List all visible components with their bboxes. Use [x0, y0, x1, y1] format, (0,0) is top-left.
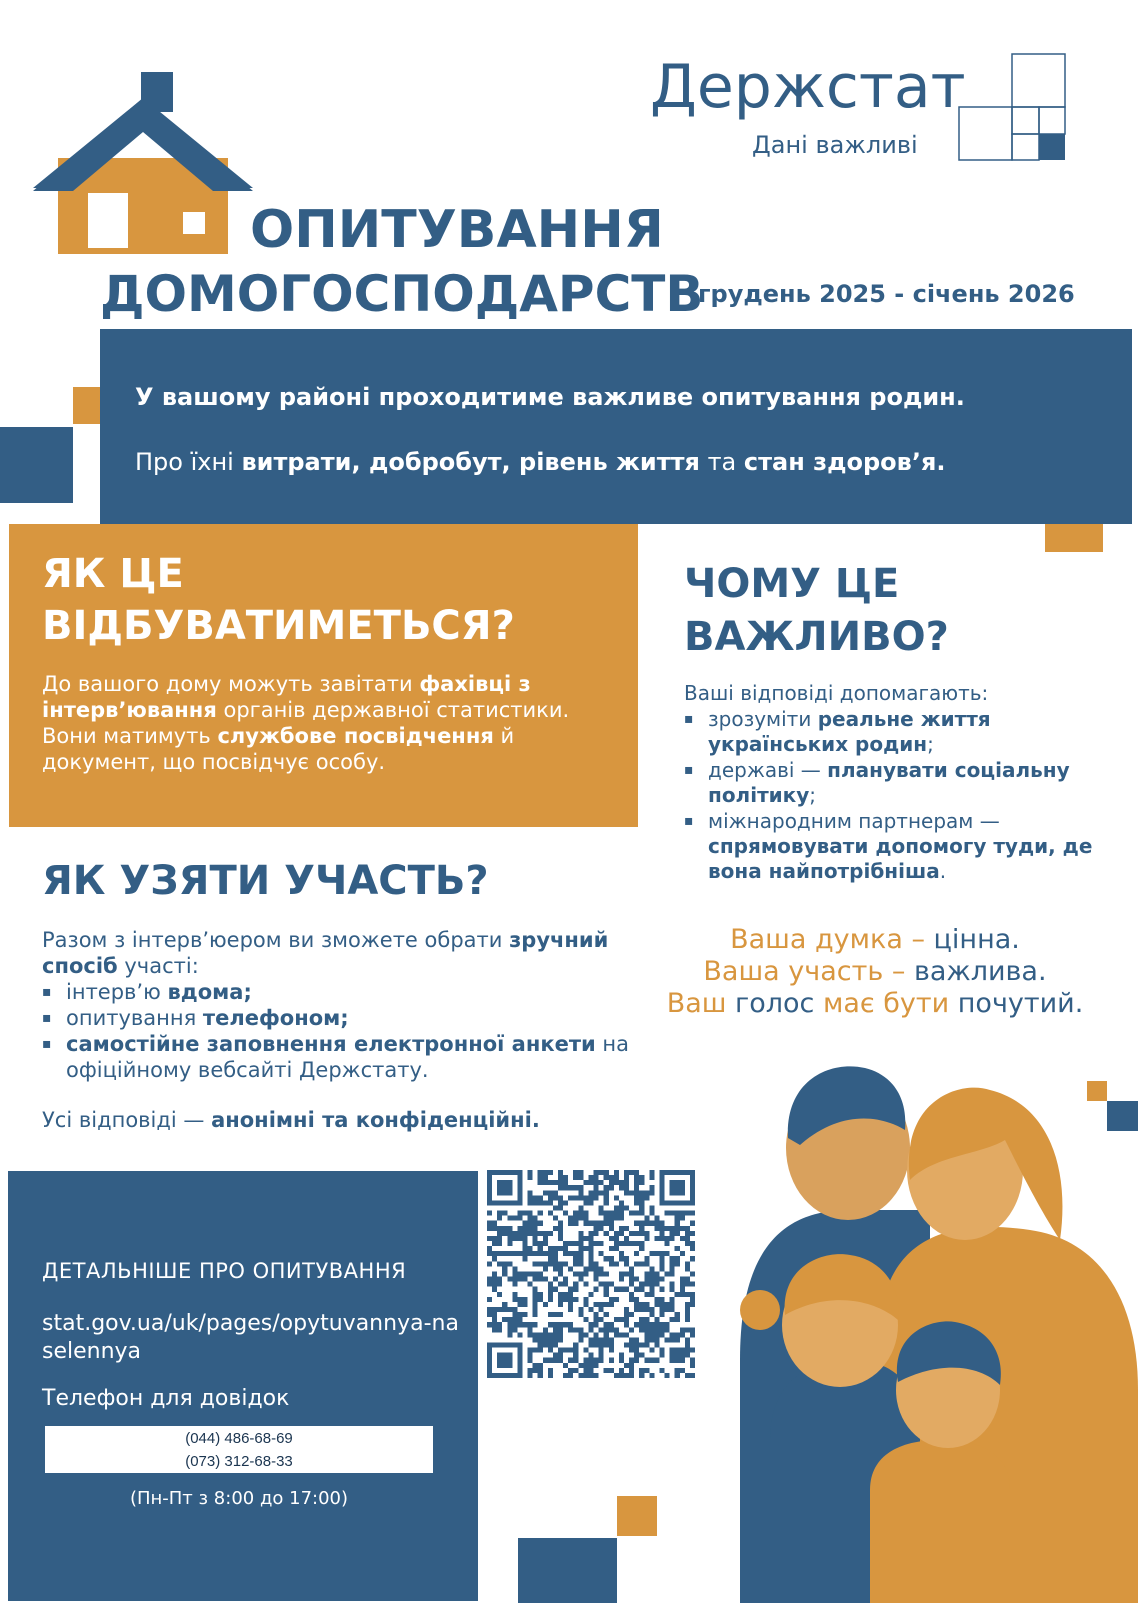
text: опитування [66, 1006, 203, 1030]
text: участі: [117, 954, 199, 978]
survey-period: грудень 2025 - січень 2026 [698, 280, 1075, 308]
working-hours: (Пн-Пт з 8:00 до 17:00) [129, 1488, 349, 1509]
text-bold: стан здоров’я. [743, 448, 946, 476]
phone-number-1[interactable]: (044) 486-68-69 [185, 1430, 293, 1447]
anonymity-note [42, 1108, 540, 1132]
deco-square [0, 427, 73, 503]
text-bold: фахівці з інтерв’ювання [42, 672, 531, 722]
text-bold: службове посвідчення [217, 724, 494, 748]
list-item [684, 758, 1114, 808]
text: Про їхні [135, 448, 242, 476]
why-intro: Ваші відповіді допомагають: [684, 681, 989, 705]
text-bold: спрямовувати допомогу туди, де вона найпотрібніша [708, 834, 1093, 883]
phone-label: Телефон для довідок [42, 1386, 290, 1411]
text: на офіційному вебсайті Держстату. [66, 1032, 630, 1082]
logo-tagline: Дані важливі [752, 131, 918, 159]
text-bold: самостійне заповнення електронної анкети [66, 1032, 596, 1056]
how-text [42, 671, 622, 775]
info-heading: ДЕТАЛЬНІШЕ ПРО ОПИТУВАННЯ [42, 1259, 407, 1283]
text: ; [927, 732, 934, 756]
text: До вашого дому можуть завітати [42, 672, 420, 696]
house-icon [33, 68, 253, 258]
banner-line1: У вашому районі проходитиме важливе опитування родин. [135, 383, 965, 411]
text: та [699, 448, 744, 476]
text: органів державної статистики. Вони матимуть [42, 698, 570, 748]
list-item [42, 979, 642, 1005]
heading-line: ЯК ЦЕ [42, 551, 184, 597]
participate-intro [42, 927, 642, 979]
survey-link[interactable]: stat.gov.ua/uk/pages/opytuvannya-naselennya [42, 1311, 459, 1364]
text: зрозуміти [708, 707, 818, 731]
list-item [42, 1005, 642, 1031]
text: важлива. [913, 956, 1047, 987]
text-bold: планувати соціальну політику [708, 758, 1070, 807]
text-bold: телефоном; [202, 1006, 349, 1030]
text: інтерв’ю [66, 980, 168, 1004]
text: Разом з інтерв’юером ви зможете обрати [42, 928, 510, 952]
text: почутий. [957, 988, 1084, 1019]
list-item [42, 1031, 642, 1083]
text: цінна. [933, 924, 1020, 955]
page-title-line1: ОПИТУВАННЯ [250, 200, 664, 260]
text: . [939, 859, 947, 883]
deco-square [518, 1538, 617, 1603]
why-heading [684, 558, 1104, 664]
text: має бути [822, 988, 958, 1019]
text: Ваша думка – [730, 924, 934, 955]
text: ; [809, 783, 817, 807]
text: голос [735, 988, 823, 1019]
phone-number-2[interactable]: (073) 312-68-33 [185, 1453, 293, 1470]
slogan-3 [640, 988, 1110, 1019]
text-bold: реальне життя українських родин [708, 707, 991, 756]
participate-heading: ЯК УЗЯТИ УЧАСТЬ? [42, 858, 489, 904]
text-bold: вдома; [167, 980, 252, 1004]
text: Усі відповіді — [42, 1108, 212, 1132]
deco-square [617, 1496, 657, 1536]
how-heading [42, 548, 622, 652]
heading-line: ВІДБУВАТИМЕТЬСЯ? [42, 603, 515, 649]
qr-code-icon[interactable] [487, 1170, 695, 1378]
text: Ваша участь – [703, 956, 914, 987]
page-title-line2: ДОМОГОСПОДАРСТВ [100, 265, 704, 323]
heading-line: ЧОМУ ЦЕ [684, 561, 900, 607]
list-item [684, 707, 1114, 757]
slogan-1 [640, 924, 1110, 955]
text-bold: анонімні та конфіденційні. [211, 1108, 540, 1132]
family-illustration [730, 1060, 1138, 1603]
text: Ваш [666, 988, 736, 1019]
participate-list [42, 979, 642, 1083]
text-bold: зручний спосіб [42, 928, 609, 978]
slogan-2 [640, 956, 1110, 987]
logo-grid-icon [958, 53, 1068, 163]
logo-name: Держстат [650, 52, 966, 122]
heading-line: ВАЖЛИВО? [684, 614, 949, 660]
list-item [684, 809, 1114, 884]
banner-line2 [135, 448, 945, 476]
why-list [684, 707, 1114, 885]
text: міжнародним партнерам — [708, 809, 1000, 833]
text: державі — [708, 758, 828, 782]
text-bold: витрати, добробут, рівень життя [241, 448, 700, 476]
text: й документ, що посвідчує особу. [42, 724, 515, 774]
intro-banner [100, 329, 1132, 524]
